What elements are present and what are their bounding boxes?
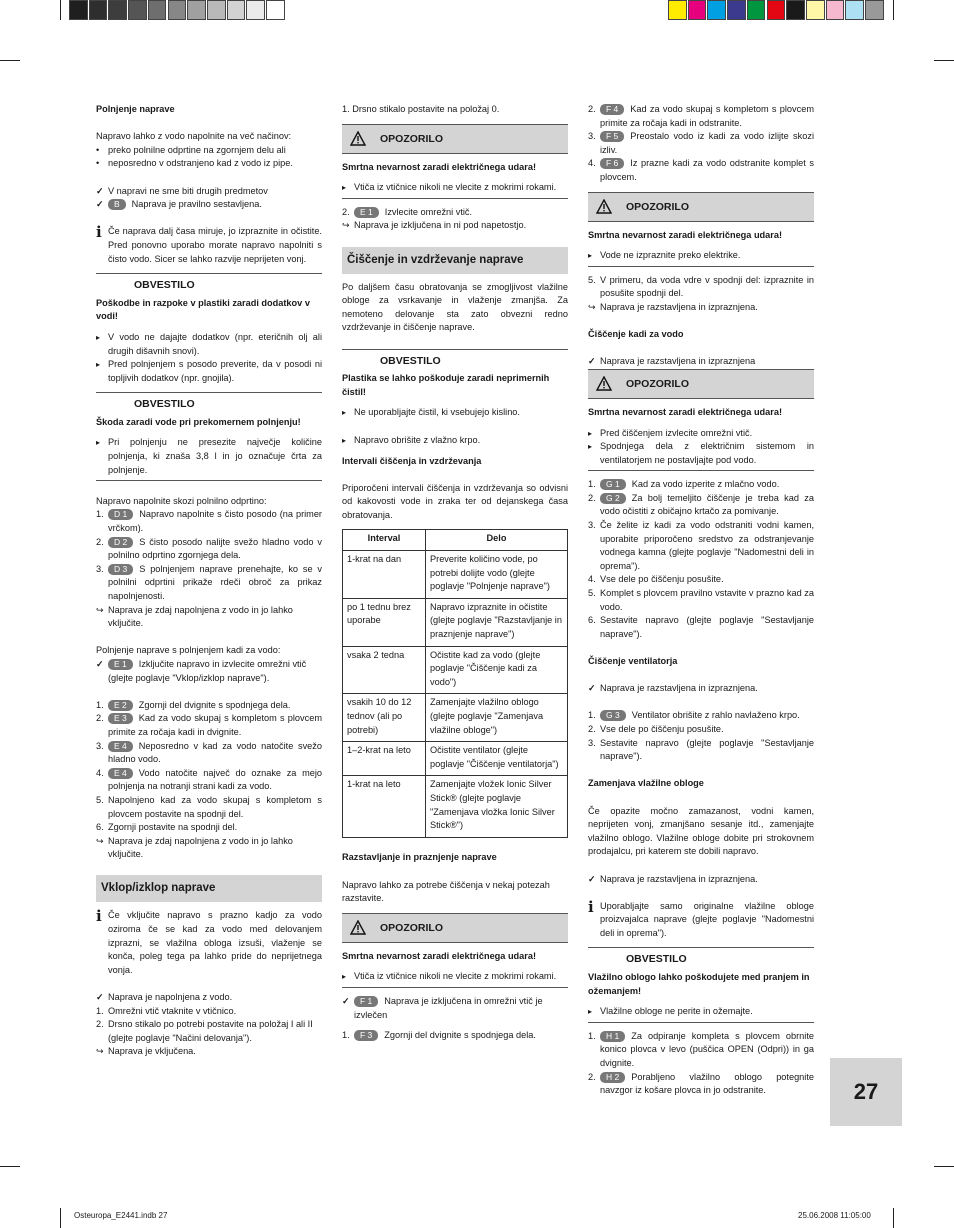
step-item: 1. Omrežni vtič vtaknite v vtičnico. (96, 1005, 237, 1016)
warning-list (342, 970, 568, 984)
warning-subtitle: Smrtna nevarnost zaradi električnega udara! (342, 161, 537, 172)
color-swatch (727, 0, 746, 20)
list-item: ▸ Pred polnjenjem s posodo preverite, da v posodi ni topljivih dodatkov (npr. gnojila). (96, 358, 322, 385)
list-item: ▸ Vtiča iz vtičnice nikoli ne vlecite z mokrimi rokami. (342, 970, 568, 984)
list-item: ▸ Napravo obrišite z vlažno krpo. (342, 434, 568, 448)
info-note: i Če vključite napravo s prazno kadjo za vodo oziroma če se kad za vodo med delovanjem izprazni, se vlažilna obloga izsuši, vlaženje se konča, poleg tega pa lahko pride do neprijetnega vonja. (96, 907, 322, 975)
check-icon: ✓ (588, 683, 596, 694)
list-item: ▸ Vlažilne obloge ne perite in ožemajte. (588, 1005, 814, 1019)
step-item: 1. F 3 Zgornji del dvignite s spodnjega dela. (342, 1030, 536, 1041)
table-cell-task: Preverite količino vode, po potrebi dolijte vodo (glejte poglavje "Polnjenje naprave") (426, 551, 568, 599)
warning-list (342, 181, 568, 195)
intervals-intro: Priporočeni intervali čiščenja in vzdrževanja so odvisni od kakovosti vode in zraka ter od dejanskega časa obratovanja. (342, 482, 568, 520)
check-precondition: ✓ V napravi ne sme biti drugih predmetov (96, 185, 322, 199)
notice-heading: OBVESTILO (96, 392, 322, 416)
notice-subtitle: Škoda zaradi vode pri prekomernem polnjenju! (96, 416, 301, 427)
step-item: 2. H 2 Porabljeno vlažilno oblogo potegnite navzgor iz košare plovca in jo odstranite. (588, 1071, 814, 1096)
crop-mark (0, 60, 20, 61)
column-1 (96, 103, 322, 1059)
crop-mark (893, 1208, 894, 1228)
color-swatch (845, 0, 864, 20)
step-item: 1. G 1 Kad za vodo izperite z mlačno vodo. (588, 479, 780, 490)
step-item: 3. Sestavite napravo (glejte poglavje "Sestavljanje naprave"). (588, 737, 814, 762)
intervals-title: Intervali čiščenja in vzdrževanja (342, 455, 482, 466)
table-cell-task: Napravo izpraznite in očistite (glejte poglavje "Razstavljanje in praznjenje naprave") (426, 598, 568, 646)
step-item: 4. Vse dele po čiščenju posušite. (588, 574, 724, 585)
info-note: i Če naprava dalj časa miruje, jo izpraznite in očistite. Pred ponovno uporabo morate napravo napolniti s čisto vodo. Sicer se lahko razvije neprijeten vonj. (96, 223, 322, 264)
footer-timestamp: 25.06.2008 11:05:00 (798, 1211, 871, 1220)
list-item: ▸ Vtiča iz vtičnice nikoli ne vlecite z mokrimi rokami. (342, 181, 568, 195)
info-note: i Uporabljajte samo originalne vlažilne obloge proizvajalca naprave (glejte poglavje "Nadomestni deli in oprema"). (588, 897, 814, 938)
list-item: ▸ Ne uporabljajte čistil, ki vsebujejo kislino. (342, 406, 568, 420)
warning-subtitle: Smrtna nevarnost zaradi električnega udara! (588, 229, 783, 240)
disassembly-title: Razstavljanje in praznjenje naprave (342, 852, 497, 863)
check-precondition: ✓ B Naprava je pravilno sestavljena. (96, 198, 322, 212)
result-line: ↪ Naprava je zdaj napolnjena z vodo in jo lahko vključite. (96, 604, 293, 629)
step-item: 2. G 2 Za bolj temeljito čiščenje je treba kad za vodo očistiti z običajno krtačo za pomivanje. (588, 492, 814, 517)
switch-step: 1. Drsno stikalo postavite na položaj 0. (342, 104, 500, 114)
fan-steps (588, 709, 814, 763)
step-item: 2. E 3 Kad za vodo skupaj s kompletom s plovcem primite za ročaja kadi in dvignite. (96, 713, 322, 737)
step-item: 5. Napolnjeno kad za vodo skupaj s kompletom s plovcem postavite na spodnji del. (96, 794, 322, 819)
figure-badge: E 1 (108, 659, 133, 670)
check-icon: ✓ (96, 185, 104, 196)
figure-badge: H 2 (600, 1072, 625, 1083)
list-item: • neposredno v odstranjeno kad z vodo iz pipe. (96, 157, 322, 171)
pad-steps (588, 1030, 814, 1098)
table-row (343, 694, 568, 742)
figure-badge: G 3 (600, 710, 626, 721)
filling-title: Polnjenje naprave (96, 104, 175, 114)
step-item: 2. Vse dele po čiščenju posušite. (588, 723, 724, 734)
color-swatch (148, 0, 167, 20)
table-row (343, 776, 568, 837)
table-cell-interval: 1–2-krat na leto (343, 742, 426, 776)
list-item: ▸ Pri polnjenju ne presezite največje količine polnjenja, ki znaša 3,8 l in jo označuje črta za polnjenje. (96, 436, 322, 477)
table-cell-interval: 1-krat na leto (343, 776, 426, 837)
color-swatch (767, 0, 786, 20)
figure-badge: G 1 (600, 479, 626, 490)
info-icon: i (588, 897, 594, 916)
figure-badge: D 2 (108, 537, 133, 548)
list-item: ▸ Pred čiščenjem izvlecite omrežni vtič. (588, 427, 814, 441)
color-swatch (69, 0, 88, 20)
filling-ways-list (96, 144, 322, 171)
result-line: ↪ Naprava je zdaj napolnjena z vodo in jo lahko vključite. (96, 835, 293, 860)
step-item: 2. Drsno stikalo po potrebi postavite na položaj I ali II (glejte poglavje "Načini delovanja"). (96, 1019, 313, 1043)
color-swatch (227, 0, 246, 20)
warning-list (588, 249, 814, 263)
table-row (343, 646, 568, 694)
notice-heading: OBVESTILO (588, 947, 814, 971)
result-arrow-icon: ↪ (342, 220, 350, 231)
table-cell-task: Zamenjajte vložek Ionic Silver Stick® (glejte poglavje "Zamenjava vložka Ionic Silver Stick®") (426, 776, 568, 837)
check-icon: ✓ (96, 199, 104, 210)
table-cell-interval: 1-krat na dan (343, 551, 426, 599)
tank-steps (96, 699, 322, 835)
notice-subtitle: Vlažilno oblogo lahko poškodujete med pranjem in ožemanjem! (588, 972, 810, 996)
tank-clean-steps (588, 478, 814, 641)
table-row (343, 598, 568, 646)
step-item: 2. F 4 Kad za vodo skupaj s kompletom s plovcem primite za ročaja kadi in odstranite. (588, 104, 814, 128)
tank-clean-title: Čiščenje kadi za vodo (588, 329, 684, 340)
list-item: ▸ V vodo ne dajajte dodatkov (npr. eteričnih olj ali drugih dišavnih snovi). (96, 331, 322, 358)
check-icon: ✓ (96, 992, 104, 1003)
list-item: • preko polnilne odprtine na zgornjem delu ali (96, 144, 322, 158)
pad-intro: Če opazite močno zamazanost, vodni kamen, neprijeten vonj, zmanjšano sesanje itd., zamenjajte vlažilno oblogo. Vlažilne obloge dobite pri strokovnem prodajalcu, pri katerem ste dobili napravo. (588, 805, 814, 857)
crop-mark (934, 60, 954, 61)
result-arrow-icon: ↪ (96, 1046, 104, 1057)
color-swatch (246, 0, 265, 20)
warning-subtitle: Smrtna nevarnost zaradi električnega udara! (588, 406, 783, 417)
warning-triangle-icon (350, 920, 366, 935)
table-cell-interval: vsakih 10 do 12 tednov (ali po potrebi) (343, 694, 426, 742)
step-item: 5. V primeru, da voda vdre v spodnji del: izpraznite in posušite spodnji del. (588, 274, 814, 299)
disassembly-steps (588, 103, 814, 185)
fan-title: Čiščenje ventilatorja (588, 656, 678, 666)
color-swatch (806, 0, 825, 20)
result-arrow-icon: ↪ (96, 604, 104, 615)
color-swatch (826, 0, 845, 20)
color-swatch (688, 0, 707, 20)
check-icon: ✓ (342, 995, 350, 1006)
warning-heading: OPOZORILO (342, 913, 568, 943)
notice-subtitle: Plastika se lahko poškoduje zaradi neprimernih čistil! (342, 373, 550, 397)
section-heading-onoff: Vklop/izklop naprave (96, 875, 322, 902)
step-item: 1. G 3 Ventilator obrišite z rahlo navlaženo krpo. (588, 710, 800, 721)
color-swatch (128, 0, 147, 20)
table-cell-interval: po 1 tednu brez uporabe (343, 598, 426, 646)
warning-triangle-icon (596, 199, 612, 214)
color-swatch (668, 0, 687, 20)
tank-intro: Polnjenje naprave s polnjenjem kadi za vodo: (96, 645, 281, 656)
check-precondition: ✓ Naprava je razstavljena in izpraznjena (588, 355, 814, 369)
table-header-interval: Interval (343, 530, 426, 551)
warning-triangle-icon (350, 131, 366, 146)
color-swatch (865, 0, 884, 20)
color-swatch (187, 0, 206, 20)
figure-badge: F 4 (600, 104, 624, 115)
column-2 (342, 103, 568, 1043)
result-line: ↪ Naprava je razstavljena in izpraznjena. (588, 301, 814, 315)
step-item: 1. D 1 Napravo napolnite s čisto posodo (na primer vrčkom). (96, 509, 322, 534)
result-arrow-icon: ↪ (96, 835, 104, 846)
notice-heading: OBVESTILO (342, 349, 568, 373)
list-item: ▸ Vode ne izpraznite preko elektrike. (588, 249, 814, 263)
check-precondition: ✓ Naprava je razstavljena in izpraznjena. (588, 682, 814, 696)
check-precondition: ✓ Naprava je razstavljena in izpraznjena. (588, 873, 814, 887)
figure-badge: F 6 (600, 158, 624, 169)
table-row (343, 551, 568, 599)
figure-badge: D 1 (108, 509, 133, 520)
notice-list (342, 406, 568, 447)
figure-badge: F 1 (354, 996, 378, 1007)
color-swatch (707, 0, 726, 20)
table-cell-interval: vsaka 2 tedna (343, 646, 426, 694)
step-item: 4. E 4 Vodo natočite največ do oznake za mejo polnjenja na notranji strani kadi za vodo. (96, 767, 322, 792)
crop-mark (934, 1166, 954, 1167)
maintenance-table (342, 529, 568, 837)
notice-list (96, 331, 322, 385)
step-item: 6. Zgornji postavite na spodnji del. (96, 822, 238, 833)
care-intro: Po daljšem času obratovanja se zmogljivost vlažilne obloge za vsrkavanje in vlaženje zmanjša. Za nemoteno delovanje sta zato obvezni redno vzdrževanje in čiščenje naprave. (342, 281, 568, 333)
crop-mark (0, 1166, 20, 1167)
step-item: 2. E 1 Izvlecite omrežni vtič. (342, 206, 473, 217)
color-swatch (168, 0, 187, 20)
step-item: 5. Komplet s plovcem pravilno vstavite v prazno kad za vodo. (588, 588, 814, 612)
step-item: 6. Sestavite napravo (glejte poglavje "Sestavljanje naprave"). (588, 615, 814, 639)
page-number: 27 (830, 1058, 902, 1126)
table-cell-task: Zamenjajte vlažilno oblogo (glejte poglavje "Zamenjava vlažilne obloge") (426, 694, 568, 742)
notice-heading: OBVESTILO (96, 273, 322, 297)
figure-badge: D 3 (108, 564, 133, 575)
color-swatch (786, 0, 805, 20)
figure-badge: E 2 (108, 700, 133, 711)
result-line: ↪ Naprava je vključena. (96, 1045, 322, 1059)
opening-intro: Napravo napolnite skozi polnilno odprtino: (96, 495, 267, 506)
color-swatch (266, 0, 285, 20)
figure-badge: F 5 (600, 131, 624, 142)
figure-badge: F 3 (354, 1030, 378, 1041)
figure-badge: E 3 (108, 713, 133, 724)
step-item: 3. D 3 S polnjenjem naprave prenehajte, ko se v polnilni odprtini prikaže rdeči obroč za prikaz napolnjenosti. (96, 563, 322, 601)
notice-list (588, 1005, 814, 1019)
figure-badge: B (108, 199, 126, 210)
figure-badge: E 1 (354, 207, 379, 218)
color-swatch (207, 0, 226, 20)
opening-steps (96, 508, 322, 603)
notice-subtitle: Poškodbe in razpoke v plastiki zaradi dodatkov v vodi! (96, 297, 310, 322)
check-precondition: ✓ F 1 Naprava je izključena in omrežni vtič je izvlečen (342, 995, 543, 1020)
warning-heading: OPOZORILO (342, 124, 568, 154)
color-swatch (108, 0, 127, 20)
filling-intro: Napravo lahko z vodo napolnite na več načinov: (96, 131, 292, 142)
warning-triangle-icon (596, 376, 612, 391)
warning-heading: OPOZORILO (588, 192, 814, 222)
figure-badge: H 1 (600, 1031, 625, 1042)
step-item: 1. H 1 Za odpiranje kompleta s plovcem obrnite konico plovca v levo (puščica OPEN (Odpri)) in ga dvignite. (588, 1030, 814, 1069)
check-precondition: ✓ E 1 Izključite napravo in izvlecite omrežni vtič (glejte poglavje "Vklop/izklop naprave"). (96, 658, 307, 683)
notice-list (96, 436, 322, 477)
section-heading-care: Čiščenje in vzdrževanje naprave (342, 247, 568, 274)
pad-title: Zamenjava vlažilne obloge (588, 778, 704, 789)
crop-mark (60, 1208, 61, 1228)
step-item: 3. F 5 Preostalo vodo iz kadi za vodo izlijte skozi izliv. (588, 131, 814, 155)
table-cell-task: Očistite ventilator (glejte poglavje "Čiščenje ventilatorja") (426, 742, 568, 776)
figure-badge: E 4 (108, 741, 133, 752)
check-precondition: ✓ Naprava je napolnjena z vodo. (96, 991, 322, 1005)
info-icon: i (96, 907, 102, 926)
warning-list (588, 427, 814, 468)
footer-file-info: Osteuropa_E2441.indb 27 (74, 1211, 168, 1220)
result-arrow-icon: ↪ (588, 301, 596, 312)
crop-mark (60, 0, 61, 20)
info-icon: i (96, 223, 102, 242)
step-item: 1. E 2 Zgornji del dvignite s spodnjega dela. (96, 699, 291, 710)
column-3 (588, 103, 814, 1098)
list-item: ▸ Spodnjega dela z električnim sistemom in ventilatorjem ne postavljajte pod vodo. (588, 440, 814, 467)
figure-badge: G 2 (600, 493, 626, 504)
color-swatch (747, 0, 766, 20)
step-item: 2. D 2 S čisto posodo nalijte svežo hladno vodo v polnilno odprtino zgornjega dela. (96, 536, 322, 561)
check-icon: ✓ (588, 873, 596, 884)
color-swatch (89, 0, 108, 20)
warning-heading: OPOZORILO (588, 369, 814, 399)
table-header-task: Delo (426, 530, 568, 551)
crop-mark (893, 0, 894, 20)
table-cell-task: Očistite kad za vodo (glejte poglavje "Čiščenje kadi za vodo") (426, 646, 568, 694)
check-icon: ✓ (96, 658, 104, 669)
warning-subtitle: Smrtna nevarnost zaradi električnega udara! (342, 950, 537, 961)
figure-badge: E 4 (108, 768, 133, 779)
disassembly-intro: Napravo lahko za potrebe čiščenja v nekaj potezah razstavite. (342, 879, 550, 904)
step-item: 4. F 6 Iz prazne kadi za vodo odstranite komplet s plovcem. (588, 158, 814, 182)
step-item: 3. E 4 Neposredno v kad za vodo natočite svežo hladno vodo. (96, 740, 322, 765)
result-line: ↪ Naprava je izključena in ni pod napetostjo. (342, 219, 568, 233)
table-row (343, 742, 568, 776)
step-item: 3. Če želite iz kadi za vodo odstraniti vodni kamen, uporabite priporočeno sredstvo za odstranjevanje vodnega kamna (glejte poglavje "Nadomestni deli in oprema"). (588, 520, 814, 571)
check-icon: ✓ (588, 356, 596, 367)
